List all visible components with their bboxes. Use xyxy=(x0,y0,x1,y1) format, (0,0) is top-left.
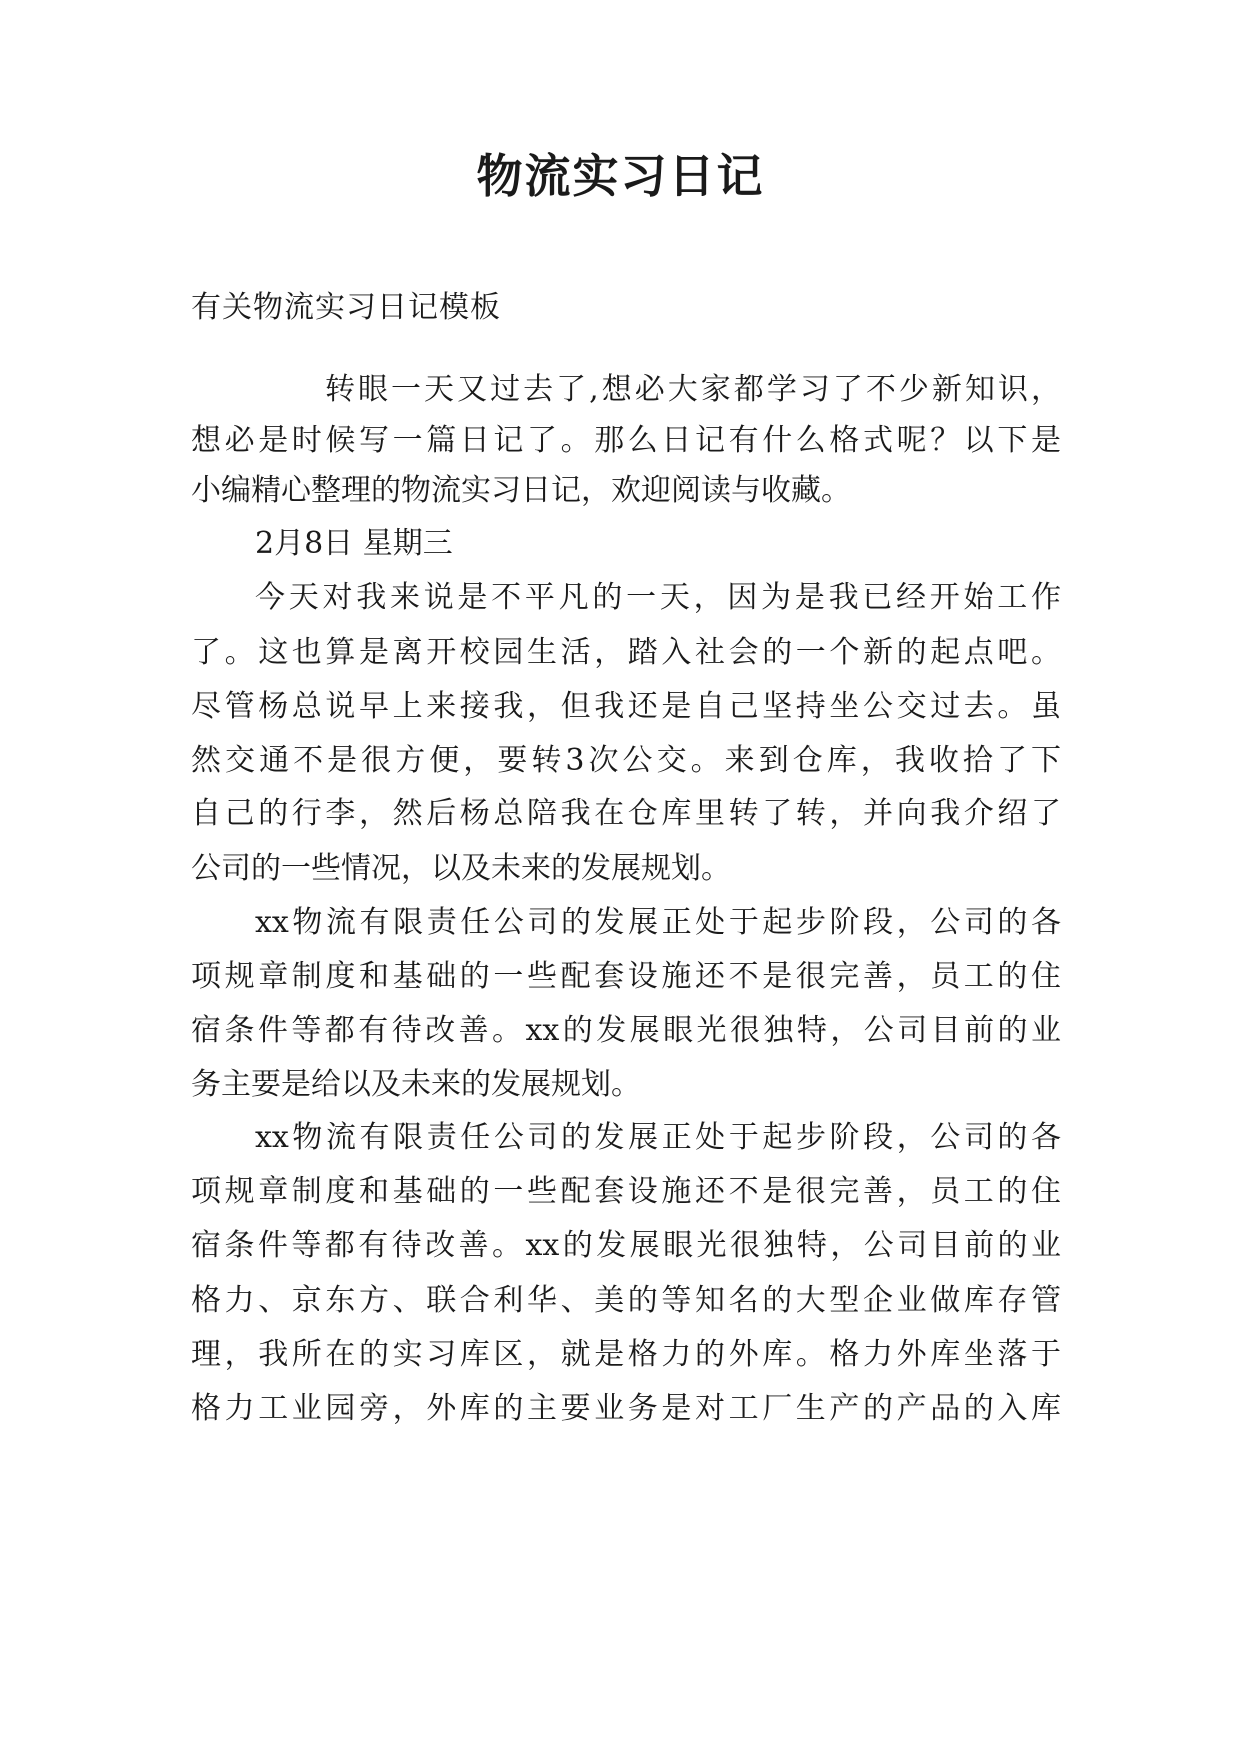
paragraph-line: 格力、京东方、联合利华、美的等知名的大型企业做库存管 xyxy=(191,1283,1061,1318)
paragraph-line: 自己的行李，然后杨总陪我在仓库里转了转，并向我介绍了 xyxy=(191,796,1061,831)
paragraph-line: 了。这也算是离开校园生活，踏入社会的一个新的起点吧。 xyxy=(191,635,1061,670)
diary-date: 2月8日 星期三 xyxy=(255,526,453,561)
paragraph-line: 务主要是给以及未来的发展规划。 xyxy=(191,1067,641,1102)
paragraph-line: 理，我所在的实习库区，就是格力的外库。格力外库坐落于 xyxy=(191,1337,1061,1372)
paragraph-line: 今天对我来说是不平凡的一天，因为是我已经开始工作 xyxy=(255,580,1061,615)
paragraph-line: 尽管杨总说早上来接我，但我还是自己坚持坐公交过去。虽 xyxy=(191,689,1061,724)
paragraph-line: 格力工业园旁，外库的主要业务是对工厂生产的产品的入库 xyxy=(191,1391,1061,1426)
paragraph-line: 公司的一些情况，以及未来的发展规划。 xyxy=(191,851,731,886)
paragraph-line: 宿条件等都有待改善。xx的发展眼光很独特，公司目前的业 xyxy=(191,1013,1061,1048)
paragraph-line: 转眼一天又过去了,想必大家都学习了不少新知识， xyxy=(325,372,1061,407)
paragraph-line: 项规章制度和基础的一些配套设施还不是很完善，员工的住 xyxy=(191,1174,1061,1209)
document-subtitle: 有关物流实习日记模板 xyxy=(191,290,501,325)
paragraph-line: xx物流有限责任公司的发展正处于起步阶段，公司的各 xyxy=(255,905,1061,940)
paragraph-line: 然交通不是很方便，要转3次公交。来到仓库，我收拾了下 xyxy=(191,743,1061,778)
paragraph-line: 项规章制度和基础的一些配套设施还不是很完善，员工的住 xyxy=(191,959,1061,994)
paragraph-line: xx物流有限责任公司的发展正处于起步阶段，公司的各 xyxy=(255,1120,1061,1155)
document-title: 物流实习日记 xyxy=(476,149,765,203)
paragraph-line: 想必是时候写一篇日记了。那么日记有什么格式呢？以下是 xyxy=(191,423,1061,458)
paragraph-line: 小编精心整理的物流实习日记，欢迎阅读与收藏。 xyxy=(191,473,851,508)
paragraph-line: 宿条件等都有待改善。xx的发展眼光很独特，公司目前的业 xyxy=(191,1228,1061,1263)
